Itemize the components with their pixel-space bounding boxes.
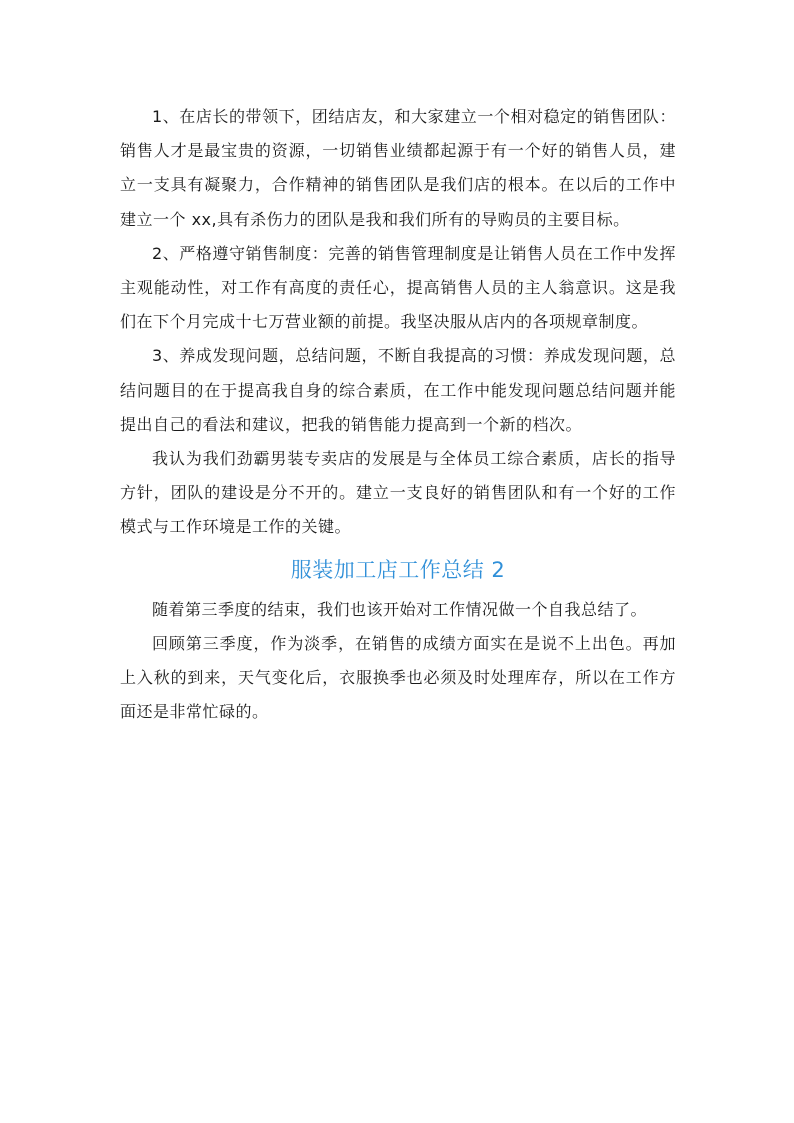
paragraph-self-improvement: 3、养成发现问题，总结问题，不断自我提高的习惯：养成发现问题，总结问题目的在于提高我自身的综合素质，在工作中能发现问题总结问题并能提出自己的看法和建议，把我的销售能力提高到一个新的档次。 [120, 346, 676, 434]
section-heading: 服装加工店工作总结 2 [290, 557, 506, 582]
document-page [120, 100, 676, 729]
paragraph-team-building: 1、在店长的带领下，团结店友，和大家建立一个相对稳定的销售团队：销售人才是最宝贵的资源，一切销售业绩都起源于有一个好的销售人员，建立一支具有凝聚力，合作精神的销售团队是我们店的根本。在以后的工作中建立一个 xx,具有杀伤力的团队是我和我们所有的导购员的主要目标。 [120, 107, 676, 229]
paragraph-sales-rules: 2、严格遵守销售制度：完善的销售管理制度是让销售人员在工作中发挥主观能动性，对工作有高度的责任心，提高销售人员的主人翁意识。这是我们在下个月完成十七万营业额的前提。我坚决服从店内的各项规章制度。 [120, 243, 676, 332]
paragraph-q3-intro: 随着第三季度的结束，我们也该开始对工作情况做一个自我总结了。 [152, 599, 648, 619]
paragraph-conclusion: 我认为我们劲霸男装专卖店的发展是与全体员工综合素质，店长的指导方针，团队的建设是分不开的。建立一支良好的销售团队和有一个好的工作模式与工作环境是工作的关键。 [120, 449, 676, 537]
paragraph-q3-review: 回顾第三季度，作为淡季，在销售的成绩方面实在是说不上出色。再加上入秋的到来，天气变化后，衣服换季也必须及时处理库存，所以在工作方面还是非常忙碌的。 [120, 633, 676, 722]
